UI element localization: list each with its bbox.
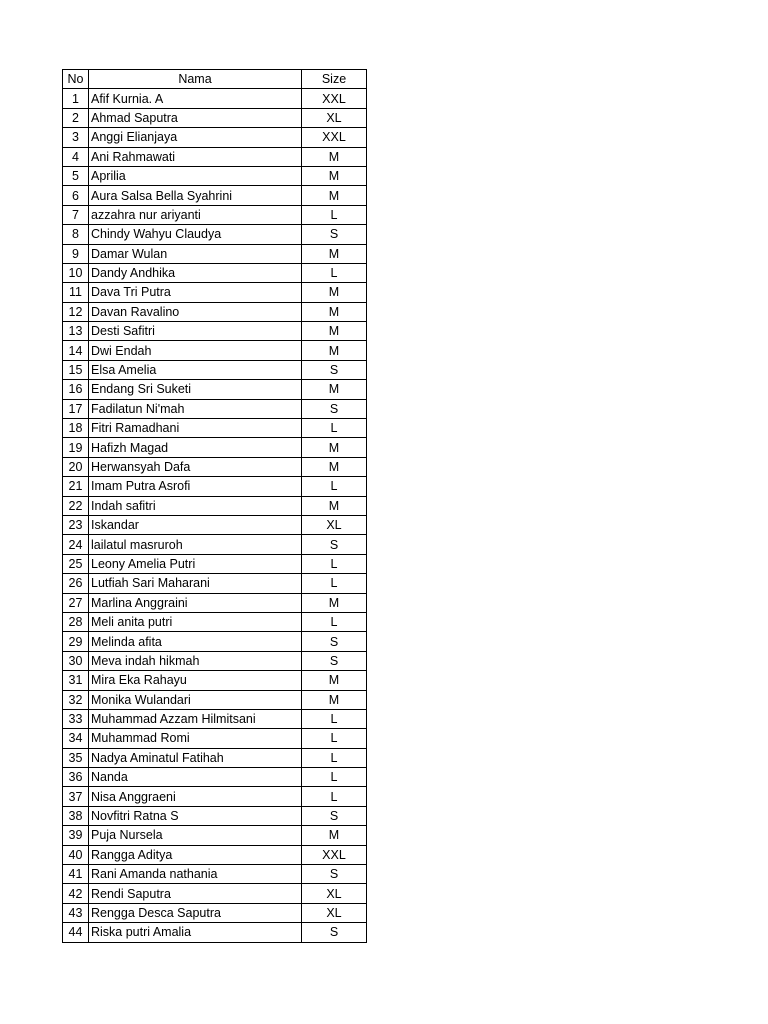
table-row [63, 865, 367, 884]
name-cell[interactable]: Desti Safitri [89, 322, 302, 341]
table-row [63, 205, 367, 224]
table-row [63, 903, 367, 922]
table-row [63, 768, 367, 787]
name-cell[interactable]: Puja Nursela [89, 826, 302, 845]
name-cell[interactable]: Chindy Wahyu Claudya [89, 225, 302, 244]
row-number-cell[interactable]: 44 [63, 923, 89, 942]
table-row [63, 302, 367, 321]
size-cell[interactable]: XL [302, 884, 367, 903]
size-cell[interactable]: L [302, 768, 367, 787]
row-number-cell[interactable]: 37 [63, 787, 89, 806]
size-cell[interactable]: L [302, 419, 367, 438]
table-row [63, 923, 367, 942]
size-cell[interactable]: S [302, 651, 367, 670]
name-cell[interactable]: Aprilia [89, 166, 302, 185]
table-row [63, 438, 367, 457]
row-number-cell[interactable]: 22 [63, 496, 89, 515]
size-cell[interactable]: M [302, 186, 367, 205]
table-row [63, 535, 367, 554]
size-cell[interactable]: M [302, 826, 367, 845]
size-cell[interactable]: M [302, 322, 367, 341]
row-number-cell[interactable]: 7 [63, 205, 89, 224]
size-cell[interactable]: M [302, 380, 367, 399]
size-cell[interactable]: S [302, 535, 367, 554]
table-row [63, 419, 367, 438]
row-number-cell[interactable]: 5 [63, 166, 89, 185]
table-row [63, 128, 367, 147]
name-cell[interactable]: Imam Putra Asrofi [89, 477, 302, 496]
table-row [63, 806, 367, 825]
size-cell[interactable]: L [302, 574, 367, 593]
table-row [63, 166, 367, 185]
size-cell[interactable]: L [302, 612, 367, 631]
size-cell[interactable]: M [302, 244, 367, 263]
size-cell[interactable]: L [302, 709, 367, 728]
name-cell[interactable]: Nanda [89, 768, 302, 787]
table-row [63, 322, 367, 341]
table-row [63, 826, 367, 845]
size-cell[interactable]: XXL [302, 89, 367, 108]
size-cell[interactable]: M [302, 496, 367, 515]
name-cell[interactable]: Afif Kurnia. A [89, 89, 302, 108]
table-row [63, 477, 367, 496]
name-cell[interactable]: Rani Amanda nathania [89, 865, 302, 884]
name-cell[interactable]: Fitri Ramadhani [89, 419, 302, 438]
row-number-cell[interactable]: 16 [63, 380, 89, 399]
table-row [63, 845, 367, 864]
row-number-cell[interactable]: 36 [63, 768, 89, 787]
table-row [63, 263, 367, 282]
table-row [63, 729, 367, 748]
name-cell[interactable]: Nadya Aminatul Fatihah [89, 748, 302, 767]
name-cell[interactable]: Rendi Saputra [89, 884, 302, 903]
row-number-cell[interactable]: 13 [63, 322, 89, 341]
table-row [63, 399, 367, 418]
row-number-cell[interactable]: 34 [63, 729, 89, 748]
size-cell[interactable]: M [302, 341, 367, 360]
row-number-cell[interactable]: 6 [63, 186, 89, 205]
size-cell[interactable]: L [302, 748, 367, 767]
name-cell[interactable]: Lutfiah Sari Maharani [89, 574, 302, 593]
table-row [63, 380, 367, 399]
row-number-cell[interactable]: 1 [63, 89, 89, 108]
row-number-cell[interactable]: 8 [63, 225, 89, 244]
name-cell[interactable]: Novfitri Ratna S [89, 806, 302, 825]
name-cell[interactable]: Ahmad Saputra [89, 108, 302, 127]
size-cell[interactable]: M [302, 283, 367, 302]
size-cell[interactable]: S [302, 806, 367, 825]
table-row [63, 554, 367, 573]
name-cell[interactable]: Riska putri Amalia [89, 923, 302, 942]
size-cell[interactable]: L [302, 263, 367, 282]
row-number-cell[interactable]: 29 [63, 632, 89, 651]
row-number-cell[interactable]: 2 [63, 108, 89, 127]
name-cell[interactable]: azzahra nur ariyanti [89, 205, 302, 224]
table-row [63, 593, 367, 612]
row-number-cell[interactable]: 19 [63, 438, 89, 457]
table-row [63, 186, 367, 205]
table-row [63, 283, 367, 302]
size-cell[interactable]: M [302, 690, 367, 709]
name-cell[interactable]: lailatul masruroh [89, 535, 302, 554]
name-cell[interactable]: Monika Wulandari [89, 690, 302, 709]
row-number-cell[interactable]: 43 [63, 903, 89, 922]
row-number-cell[interactable]: 38 [63, 806, 89, 825]
size-cell[interactable]: L [302, 787, 367, 806]
table-row [63, 244, 367, 263]
size-cell[interactable]: M [302, 147, 367, 166]
header-size[interactable]: Size [302, 70, 367, 89]
size-cell[interactable]: XXL [302, 128, 367, 147]
size-cell[interactable]: L [302, 554, 367, 573]
size-cell[interactable]: XL [302, 108, 367, 127]
row-number-cell[interactable]: 24 [63, 535, 89, 554]
name-cell[interactable]: Nisa Anggraeni [89, 787, 302, 806]
size-cell[interactable]: S [302, 225, 367, 244]
row-number-cell[interactable]: 15 [63, 360, 89, 379]
name-cell[interactable]: Dava Tri Putra [89, 283, 302, 302]
row-number-cell[interactable]: 32 [63, 690, 89, 709]
row-number-cell[interactable]: 9 [63, 244, 89, 263]
row-number-cell[interactable]: 41 [63, 865, 89, 884]
name-cell[interactable]: Ani Rahmawati [89, 147, 302, 166]
table-row [63, 457, 367, 476]
size-cell[interactable]: M [302, 166, 367, 185]
row-number-cell[interactable]: 21 [63, 477, 89, 496]
size-cell[interactable]: XL [302, 903, 367, 922]
row-number-cell[interactable]: 3 [63, 128, 89, 147]
header-no[interactable]: No [63, 70, 89, 89]
size-cell[interactable]: S [302, 632, 367, 651]
table-row [63, 147, 367, 166]
size-cell[interactable]: XL [302, 515, 367, 534]
name-cell[interactable]: Meli anita putri [89, 612, 302, 631]
row-number-cell[interactable]: 42 [63, 884, 89, 903]
name-cell[interactable]: Leony Amelia Putri [89, 554, 302, 573]
row-number-cell[interactable]: 23 [63, 515, 89, 534]
size-cell[interactable]: L [302, 205, 367, 224]
size-cell[interactable]: S [302, 923, 367, 942]
name-cell[interactable]: Meva indah hikmah [89, 651, 302, 670]
row-number-cell[interactable]: 26 [63, 574, 89, 593]
table-row [63, 515, 367, 534]
name-cell[interactable]: Iskandar [89, 515, 302, 534]
name-cell[interactable]: Melinda afita [89, 632, 302, 651]
name-cell[interactable]: Endang Sri Suketi [89, 380, 302, 399]
row-number-cell[interactable]: 18 [63, 419, 89, 438]
size-cell[interactable]: M [302, 593, 367, 612]
name-cell[interactable]: Dandy Andhika [89, 263, 302, 282]
size-table [62, 69, 367, 943]
row-number-cell[interactable]: 17 [63, 399, 89, 418]
size-cell[interactable]: S [302, 360, 367, 379]
row-number-cell[interactable]: 27 [63, 593, 89, 612]
name-cell[interactable]: Mira Eka Rahayu [89, 671, 302, 690]
table-row [63, 341, 367, 360]
row-number-cell[interactable]: 4 [63, 147, 89, 166]
table-row [63, 884, 367, 903]
header-row [63, 70, 367, 89]
name-cell[interactable]: Aura Salsa Bella Syahrini [89, 186, 302, 205]
size-cell[interactable]: S [302, 865, 367, 884]
row-number-cell[interactable]: 33 [63, 709, 89, 728]
name-cell[interactable]: Fadilatun Ni'mah [89, 399, 302, 418]
name-cell[interactable]: Rangga Aditya [89, 845, 302, 864]
table-row [63, 574, 367, 593]
name-cell[interactable]: Davan Ravalino [89, 302, 302, 321]
row-number-cell[interactable]: 28 [63, 612, 89, 631]
row-number-cell[interactable]: 10 [63, 263, 89, 282]
size-cell[interactable]: S [302, 399, 367, 418]
size-cell[interactable]: L [302, 477, 367, 496]
table-body [63, 89, 367, 942]
size-cell[interactable]: M [302, 438, 367, 457]
size-cell[interactable]: M [302, 457, 367, 476]
name-cell[interactable]: Dwi Endah [89, 341, 302, 360]
name-cell[interactable]: Anggi Elianjaya [89, 128, 302, 147]
row-number-cell[interactable]: 35 [63, 748, 89, 767]
table-row [63, 225, 367, 244]
table-row [63, 360, 367, 379]
name-cell[interactable]: Marlina Anggraini [89, 593, 302, 612]
name-cell[interactable]: Muhammad Azzam Hilmitsani [89, 709, 302, 728]
size-cell[interactable]: XXL [302, 845, 367, 864]
header-name[interactable]: Nama [89, 70, 302, 89]
name-cell[interactable]: Herwansyah Dafa [89, 457, 302, 476]
size-cell[interactable]: M [302, 302, 367, 321]
size-cell[interactable]: L [302, 729, 367, 748]
name-cell[interactable]: Muhammad Romi [89, 729, 302, 748]
row-number-cell[interactable]: 11 [63, 283, 89, 302]
table-row [63, 671, 367, 690]
table-row [63, 108, 367, 127]
name-cell[interactable]: Damar Wulan [89, 244, 302, 263]
table-row [63, 632, 367, 651]
row-number-cell[interactable]: 14 [63, 341, 89, 360]
name-cell[interactable]: Rengga Desca Saputra [89, 903, 302, 922]
table-row [63, 709, 367, 728]
spreadsheet-area [62, 69, 367, 943]
table-row [63, 787, 367, 806]
row-number-cell[interactable]: 12 [63, 302, 89, 321]
name-cell[interactable]: Indah safitri [89, 496, 302, 515]
table-row [63, 612, 367, 631]
table-row [63, 690, 367, 709]
size-cell[interactable]: M [302, 671, 367, 690]
row-number-cell[interactable]: 39 [63, 826, 89, 845]
name-cell[interactable]: Hafizh Magad [89, 438, 302, 457]
table-row [63, 651, 367, 670]
row-number-cell[interactable]: 40 [63, 845, 89, 864]
table-row [63, 89, 367, 108]
row-number-cell[interactable]: 30 [63, 651, 89, 670]
name-cell[interactable]: Elsa Amelia [89, 360, 302, 379]
table-row [63, 748, 367, 767]
row-number-cell[interactable]: 20 [63, 457, 89, 476]
row-number-cell[interactable]: 25 [63, 554, 89, 573]
row-number-cell[interactable]: 31 [63, 671, 89, 690]
table-row [63, 496, 367, 515]
